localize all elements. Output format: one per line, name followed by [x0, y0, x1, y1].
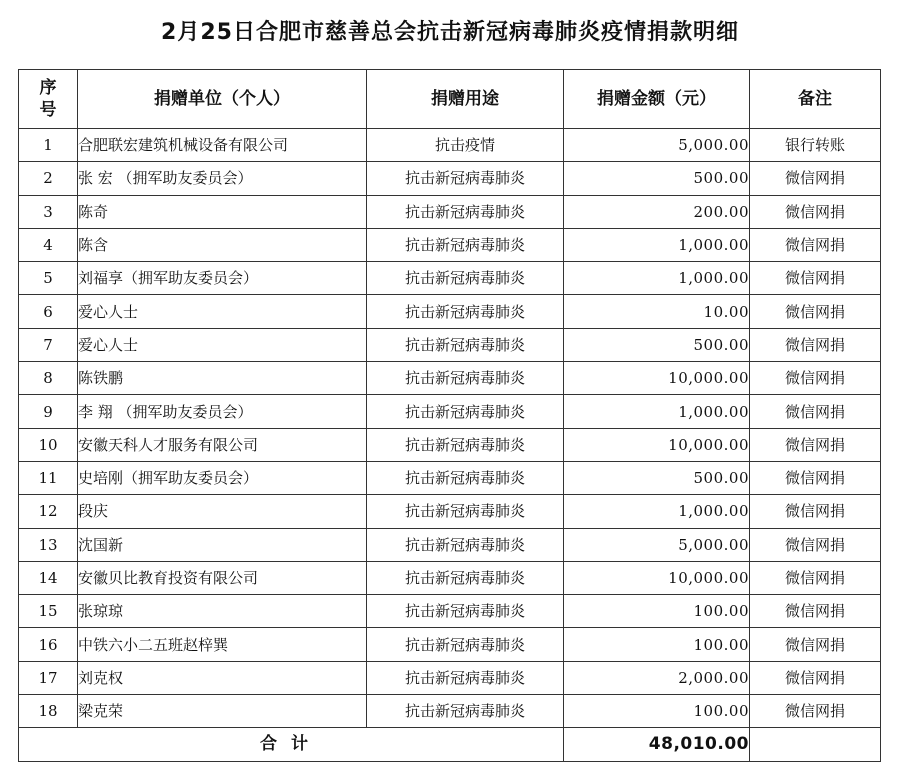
row-amount: 100.00: [564, 628, 750, 661]
row-purpose: 抗击新冠病毒肺炎: [367, 595, 564, 628]
row-index: 4: [19, 228, 78, 261]
total-label: 合计: [19, 728, 564, 761]
row-remark: 微信网捐: [750, 661, 881, 694]
row-index: 14: [19, 561, 78, 594]
header-donor: 捐赠单位（个人）: [78, 70, 367, 129]
row-index: 7: [19, 328, 78, 361]
header-index-line2: 号: [39, 100, 57, 120]
row-amount: 1,000.00: [564, 262, 750, 295]
row-remark: 微信网捐: [750, 295, 881, 328]
row-purpose: 抗击新冠病毒肺炎: [367, 528, 564, 561]
row-amount: 500.00: [564, 162, 750, 195]
table-row: [19, 461, 881, 494]
row-index: 1: [19, 129, 78, 162]
row-remark: 微信网捐: [750, 428, 881, 461]
row-index: 16: [19, 628, 78, 661]
header-index: [19, 70, 78, 129]
table-row: [19, 162, 881, 195]
row-index: 8: [19, 362, 78, 395]
row-remark: 微信网捐: [750, 461, 881, 494]
row-donor: 陈含: [78, 228, 367, 261]
row-purpose: 抗击新冠病毒肺炎: [367, 195, 564, 228]
row-remark: 微信网捐: [750, 162, 881, 195]
row-index: 18: [19, 695, 78, 728]
row-remark: 微信网捐: [750, 695, 881, 728]
table-row: [19, 528, 881, 561]
row-purpose: 抗击新冠病毒肺炎: [367, 328, 564, 361]
table-row: [19, 195, 881, 228]
table-row: [19, 228, 881, 261]
row-donor: 张琼琼: [78, 595, 367, 628]
row-amount: 10.00: [564, 295, 750, 328]
row-donor: 安徽贝比教育投资有限公司: [78, 561, 367, 594]
row-purpose: 抗击新冠病毒肺炎: [367, 628, 564, 661]
row-amount: 1,000.00: [564, 395, 750, 428]
row-purpose: 抗击新冠病毒肺炎: [367, 362, 564, 395]
row-remark: 微信网捐: [750, 495, 881, 528]
total-amount: 48,010.00: [564, 728, 750, 761]
table-row: [19, 561, 881, 594]
row-remark: 微信网捐: [750, 228, 881, 261]
table-row: [19, 595, 881, 628]
row-purpose: 抗击新冠病毒肺炎: [367, 228, 564, 261]
table-row: [19, 262, 881, 295]
row-amount: 100.00: [564, 595, 750, 628]
table-row: [19, 295, 881, 328]
row-amount: 2,000.00: [564, 661, 750, 694]
row-remark: 银行转账: [750, 129, 881, 162]
table-row: [19, 395, 881, 428]
row-donor: 陈铁鹏: [78, 362, 367, 395]
table-header-row: [19, 70, 881, 129]
header-amount: 捐赠金额（元）: [564, 70, 750, 129]
row-donor: 刘福享（拥军助友委员会）: [78, 262, 367, 295]
table-body: [19, 129, 881, 728]
row-donor: 合肥联宏建筑机械设备有限公司: [78, 129, 367, 162]
row-amount: 1,000.00: [564, 228, 750, 261]
row-index: 6: [19, 295, 78, 328]
row-amount: 1,000.00: [564, 495, 750, 528]
row-purpose: 抗击疫情: [367, 129, 564, 162]
table-row: [19, 661, 881, 694]
row-purpose: 抗击新冠病毒肺炎: [367, 695, 564, 728]
row-purpose: 抗击新冠病毒肺炎: [367, 461, 564, 494]
row-purpose: 抗击新冠病毒肺炎: [367, 162, 564, 195]
table-row: [19, 362, 881, 395]
row-index: 13: [19, 528, 78, 561]
table-row: [19, 628, 881, 661]
row-amount: 10,000.00: [564, 362, 750, 395]
row-remark: 微信网捐: [750, 595, 881, 628]
row-amount: 5,000.00: [564, 129, 750, 162]
row-purpose: 抗击新冠病毒肺炎: [367, 428, 564, 461]
row-remark: 微信网捐: [750, 528, 881, 561]
row-purpose: 抗击新冠病毒肺炎: [367, 661, 564, 694]
page-title: 2月25日合肥市慈善总会抗击新冠病毒肺炎疫情捐款明细: [161, 20, 739, 45]
row-purpose: 抗击新冠病毒肺炎: [367, 395, 564, 428]
row-index: 5: [19, 262, 78, 295]
table-row: [19, 495, 881, 528]
row-donor: 刘克权: [78, 661, 367, 694]
row-index: 3: [19, 195, 78, 228]
row-donor: 段庆: [78, 495, 367, 528]
row-donor: 沈国新: [78, 528, 367, 561]
row-donor: 梁克荣: [78, 695, 367, 728]
table-row: [19, 129, 881, 162]
row-amount: 5,000.00: [564, 528, 750, 561]
row-index: 10: [19, 428, 78, 461]
row-remark: 微信网捐: [750, 561, 881, 594]
row-donor: 陈奇: [78, 195, 367, 228]
row-purpose: 抗击新冠病毒肺炎: [367, 295, 564, 328]
row-remark: 微信网捐: [750, 328, 881, 361]
row-remark: 微信网捐: [750, 628, 881, 661]
row-remark: 微信网捐: [750, 395, 881, 428]
header-purpose: 捐赠用途: [367, 70, 564, 129]
table-row: [19, 428, 881, 461]
row-index: 17: [19, 661, 78, 694]
row-index: 2: [19, 162, 78, 195]
row-remark: 微信网捐: [750, 195, 881, 228]
row-donor: 史培刚（拥军助友委员会）: [78, 461, 367, 494]
row-index: 12: [19, 495, 78, 528]
row-index: 9: [19, 395, 78, 428]
row-donor: 李 翔 （拥军助友委员会）: [78, 395, 367, 428]
table-row: [19, 328, 881, 361]
row-donor: 安徽天科人才服务有限公司: [78, 428, 367, 461]
row-index: 15: [19, 595, 78, 628]
table-row: [19, 695, 881, 728]
row-donor: 张 宏 （拥军助友委员会）: [78, 162, 367, 195]
row-donor: 爱心人士: [78, 328, 367, 361]
row-donor: 爱心人士: [78, 295, 367, 328]
header-remark: 备注: [750, 70, 881, 129]
row-purpose: 抗击新冠病毒肺炎: [367, 561, 564, 594]
donation-table: [18, 69, 881, 762]
header-index-line1: 序: [39, 78, 57, 98]
row-remark: 微信网捐: [750, 362, 881, 395]
total-remark-cell: [750, 728, 881, 761]
row-amount: 200.00: [564, 195, 750, 228]
row-remark: 微信网捐: [750, 262, 881, 295]
row-amount: 100.00: [564, 695, 750, 728]
row-amount: 500.00: [564, 328, 750, 361]
row-amount: 500.00: [564, 461, 750, 494]
row-amount: 10,000.00: [564, 561, 750, 594]
row-purpose: 抗击新冠病毒肺炎: [367, 262, 564, 295]
row-amount: 10,000.00: [564, 428, 750, 461]
row-donor: 中铁六小二五班赵梓巽: [78, 628, 367, 661]
total-row: [19, 728, 881, 761]
row-purpose: 抗击新冠病毒肺炎: [367, 495, 564, 528]
row-index: 11: [19, 461, 78, 494]
